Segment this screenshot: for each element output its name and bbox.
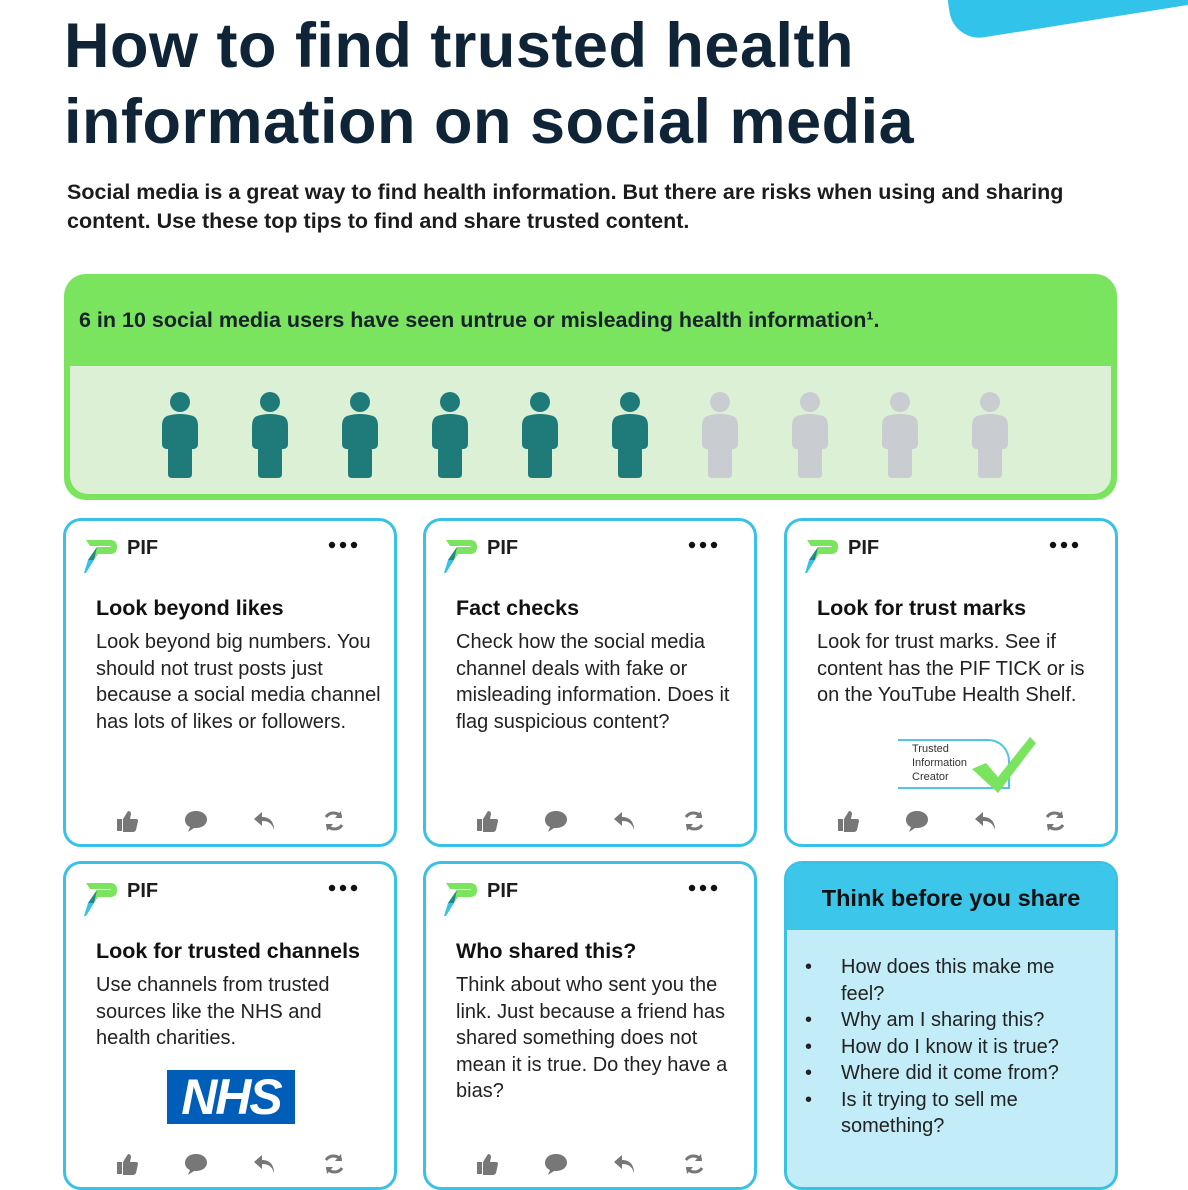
comment-icon[interactable]	[904, 808, 930, 834]
card-body: Check how the social media channel deals with fake or misleading information. Does it flag suspicious content?	[456, 631, 730, 733]
person-icon-highlighted	[161, 392, 199, 478]
thumbs-up-icon[interactable]	[474, 1151, 500, 1177]
share-item: • Is it trying to sell me something?	[805, 1087, 1095, 1140]
reply-icon[interactable]	[612, 1151, 638, 1177]
card-brand-name: PIF	[487, 880, 519, 902]
person-icon-muted	[881, 392, 919, 478]
thumbs-up-icon[interactable]	[114, 1151, 140, 1177]
card-action-bar	[114, 1151, 354, 1177]
tip-card-trust-marks	[784, 518, 1118, 847]
card-heading: Who shared this?	[456, 939, 637, 963]
person-icon-muted	[971, 392, 1009, 478]
person-icon-highlighted	[521, 392, 559, 478]
comment-icon[interactable]	[543, 1151, 569, 1177]
person-icon-muted	[791, 392, 829, 478]
pif-logo-icon	[805, 537, 839, 575]
badge-line: Creator	[912, 771, 949, 783]
pif-logo-icon	[84, 537, 118, 575]
people-pictogram	[70, 366, 1111, 494]
card-body: Look for trust marks. See if content has the PIF TICK or is on the YouTube Health Shelf.	[817, 631, 1085, 706]
comment-icon[interactable]	[543, 808, 569, 834]
more-options-icon[interactable]	[688, 884, 718, 892]
card-action-bar	[474, 1151, 714, 1177]
share-item: • Where did it come from?	[805, 1060, 1095, 1087]
reply-icon[interactable]	[973, 808, 999, 834]
check-mark-icon	[968, 733, 1038, 795]
pif-logo-icon	[444, 880, 478, 918]
think-before-share-panel	[784, 861, 1118, 1190]
card-heading: Look for trust marks	[817, 596, 1027, 620]
more-options-icon[interactable]	[328, 541, 358, 549]
repost-icon[interactable]	[1042, 808, 1068, 834]
reply-icon[interactable]	[612, 808, 638, 834]
person-icon-muted	[701, 392, 739, 478]
more-options-icon[interactable]	[328, 884, 358, 892]
card-body: Think about who sent you the link. Just because a friend has shared something does not mean it is true. Do they have a bias?	[456, 974, 728, 1102]
person-icon-highlighted	[611, 392, 649, 478]
tip-card-look-beyond-likes	[63, 518, 397, 847]
more-options-icon[interactable]	[688, 541, 718, 549]
share-item: • Why am I sharing this?	[805, 1007, 1095, 1034]
card-brand-name: PIF	[848, 537, 880, 559]
card-action-bar	[835, 808, 1075, 834]
stat-panel	[64, 274, 1117, 500]
person-icon-highlighted	[431, 392, 469, 478]
intro-text: Social media is a great way to find health information. But there are risks when using and sharing content. Use these top tips to find and share trusted content.	[67, 180, 1064, 233]
pif-logo-icon	[84, 880, 118, 918]
thumbs-up-icon[interactable]	[474, 808, 500, 834]
share-checklist	[805, 954, 1095, 1140]
card-heading: Look for trusted channels	[96, 939, 361, 963]
thumbs-up-icon[interactable]	[114, 808, 140, 834]
card-brand-name: PIF	[127, 880, 159, 902]
person-icon-highlighted	[251, 392, 289, 478]
more-options-icon[interactable]	[1049, 541, 1079, 549]
badge-line: Information	[912, 757, 968, 769]
repost-icon[interactable]	[321, 808, 347, 834]
card-body: Use channels from trusted sources like the NHS and health charities.	[96, 974, 330, 1049]
stat-text: 6 in 10 social media users have seen untrue or misleading health information¹.	[79, 308, 880, 332]
repost-icon[interactable]	[681, 1151, 707, 1177]
person-icon-highlighted	[341, 392, 379, 478]
card-heading: Look beyond likes	[96, 596, 284, 620]
pif-logo-icon	[444, 537, 478, 575]
thumbs-up-icon[interactable]	[835, 808, 861, 834]
card-action-bar	[474, 808, 714, 834]
page-title: How to find trusted health information on social media	[64, 11, 915, 157]
share-item: • How does this make me feel?	[805, 954, 1095, 1007]
badge-line: Trusted	[912, 743, 949, 755]
card-heading: Fact checks	[456, 596, 580, 620]
share-item: • How do I know it is true?	[805, 1034, 1095, 1061]
tip-card-who-shared	[423, 861, 757, 1190]
nhs-logo: NHS	[167, 1070, 295, 1124]
repost-icon[interactable]	[321, 1151, 347, 1177]
card-brand-name: PIF	[127, 537, 159, 559]
card-body: Look beyond big numbers. You should not trust posts just because a social media channel has lots of likes or followers.	[96, 631, 381, 733]
trusted-creator-badge	[898, 733, 1038, 795]
tip-card-trusted-channels	[63, 861, 397, 1190]
tip-card-fact-checks	[423, 518, 757, 847]
share-heading: Think before you share	[787, 864, 1115, 930]
repost-icon[interactable]	[681, 808, 707, 834]
card-brand-name: PIF	[487, 537, 519, 559]
reply-icon[interactable]	[252, 1151, 278, 1177]
comment-icon[interactable]	[183, 808, 209, 834]
comment-icon[interactable]	[183, 1151, 209, 1177]
reply-icon[interactable]	[252, 808, 278, 834]
card-action-bar	[114, 808, 354, 834]
